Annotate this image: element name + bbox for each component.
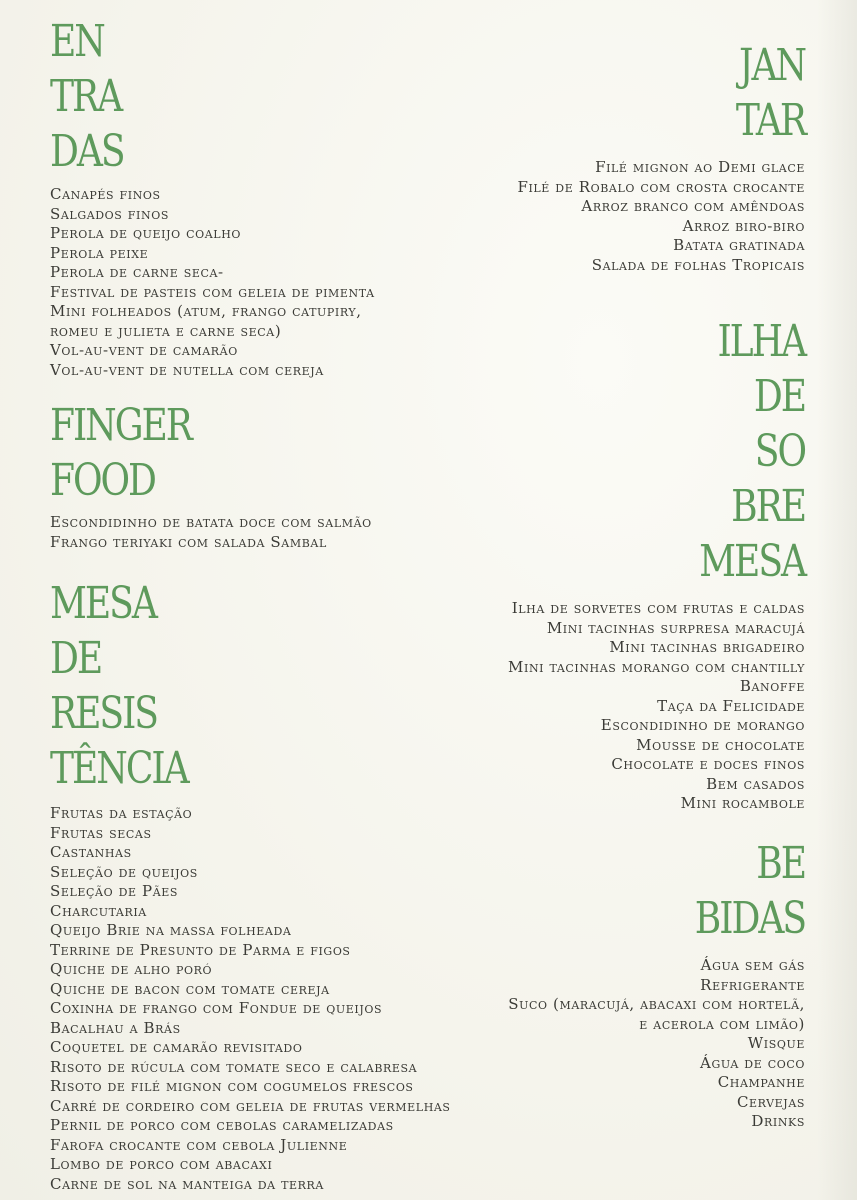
menu-item: Mini tacinhas morango com chantilly: [508, 657, 805, 676]
menu-item: Salada de folhas Tropicais: [591, 255, 805, 274]
heading-entradas: [50, 14, 378, 179]
menu-item: Wisque: [747, 1034, 805, 1052]
heading-line: FINGER: [50, 400, 191, 451]
menu-item: Seleção de Pães: [50, 882, 179, 900]
heading-mesa-de-resistencia: [50, 576, 378, 796]
menu-item: Lombo de porco com abacaxi: [50, 1155, 273, 1173]
menu-item: Vol-au-vent de nutella com cereja: [50, 360, 324, 379]
menu-item: Drinks: [751, 1112, 805, 1130]
menu-item: Perola de carne seca-: [50, 263, 224, 281]
menu-item: Chocolate e doces finos: [611, 755, 805, 773]
menu-item: Ilha de sorvetes com frutas e caldas: [511, 599, 805, 617]
menu-item: Charcutaria: [50, 901, 147, 920]
section-bebidas: [405, 836, 805, 1132]
heading-finger-food: [50, 398, 378, 508]
menu-item: Coquetel de camarão revisitado: [50, 1038, 303, 1056]
section-mesa-de-resistencia: [50, 576, 450, 1194]
menu-item: Mousse de chocolate: [636, 735, 805, 754]
section-entradas: [50, 14, 450, 380]
menu-item: Perola peixe: [50, 243, 149, 262]
menu-item: Coxinha de frango com Fondue de queijos: [50, 999, 383, 1017]
heading-jantar: [477, 38, 805, 148]
menu-item: Taça da Felicidade: [657, 696, 805, 715]
menu-item: Seleção de queijos: [50, 862, 198, 881]
menu-item: Bacalhau a Brás: [50, 1018, 181, 1037]
heading-line: BE: [756, 838, 805, 889]
heading-line: FOOD: [50, 455, 155, 506]
menu-item: Escondidinho de batata doce com salmão: [50, 513, 372, 531]
menu-item: e acerola com limão): [639, 1014, 805, 1033]
menu-item: Banoffe: [739, 677, 805, 695]
menu-item: Mini tacinhas surpresa maracujá: [546, 618, 805, 637]
heading-line: TRA: [50, 71, 122, 122]
heading-line: BRE: [731, 481, 805, 532]
heading-line: JAN: [739, 40, 805, 91]
heading-line: RESIS: [50, 688, 157, 739]
menu-item: romeu e julieta e carne seca): [50, 321, 282, 340]
menu-item: Mini folheados (atum, frango catupiry,: [50, 302, 362, 320]
menu-item: Castanhas: [50, 843, 132, 861]
bebidas-list: [405, 956, 805, 1132]
menu-item: Festival de pasteis com geleia de pimenta: [50, 282, 375, 301]
finger-food-list: [50, 513, 450, 552]
menu-item: Arroz biro-biro: [682, 216, 805, 235]
heading-line: SO: [754, 426, 805, 477]
menu-item: Refrigerante: [700, 975, 805, 994]
menu-item: Cervejas: [736, 1092, 805, 1111]
menu-item: Filé de Robalo com crosta crocante: [517, 177, 805, 196]
menu-item: Água de coco: [700, 1053, 805, 1072]
menu-item: Canapés finos: [50, 185, 161, 203]
heading-line: DE: [50, 633, 102, 684]
menu-item: Quiche de alho poró: [50, 960, 213, 978]
menu-item: Perola de queijo coalho: [50, 224, 242, 242]
entradas-list: [50, 185, 450, 380]
menu-item: Carré de cordeiro com geleia de frutas vermelhas: [50, 1096, 451, 1115]
menu-item: Quiche de bacon com tomate cereja: [50, 979, 330, 998]
menu-item: Risoto de rúcula com tomate seco e calabresa: [50, 1057, 418, 1076]
jantar-list: [405, 158, 805, 275]
menu-item: Batata gratinada: [673, 236, 805, 254]
menu-item: Água sem gás: [700, 956, 805, 974]
section-ilha-de-sobremesa: [405, 314, 805, 814]
menu-item: Frutas da estação: [50, 804, 193, 822]
heading-line: EN: [50, 16, 104, 67]
menu-item: Mini rocambole: [680, 794, 805, 812]
menu-item: Vol-au-vent de camarão: [50, 341, 238, 359]
heading-line: TÊNCIA: [50, 743, 188, 794]
menu-item: Suco (maracujá, abacaxi com hortelã,: [508, 995, 805, 1013]
heading-line: DAS: [50, 126, 124, 177]
menu-item: Farofa crocante com cebola Julienne: [50, 1135, 348, 1154]
menu-item: Pernil de porco com cebolas caramelizadas: [50, 1116, 394, 1134]
menu-item: Frutas secas: [50, 823, 152, 842]
section-finger-food: [50, 398, 450, 552]
mesa-de-resistencia-list: [50, 804, 450, 1194]
menu-item: Mini tacinhas brigadeiro: [609, 638, 805, 656]
menu-item: Arroz branco com amêndoas: [581, 197, 805, 215]
menu-item: Filé mignon ao Demi glace: [595, 158, 805, 176]
page-edge-shadow: [817, 0, 857, 1200]
heading-line: MESA: [50, 578, 156, 629]
heading-bebidas: [477, 836, 805, 946]
heading-line: TAR: [735, 95, 805, 146]
heading-line: BIDAS: [694, 893, 805, 944]
menu-item: Champanhe: [717, 1073, 805, 1091]
ilha-de-sobremesa-list: [405, 599, 805, 814]
heading-line: MESA: [699, 536, 805, 587]
menu-item: Frango teriyaki com salada Sambal: [50, 532, 327, 551]
menu-item: Salgados finos: [50, 204, 169, 223]
heading-line: ILHA: [717, 316, 805, 367]
menu-item: Risoto de filé mignon com cogumelos frescos: [50, 1077, 414, 1095]
menu-item: Terrine de Presunto de Parma e figos: [50, 940, 351, 959]
menu-item: Escondidinho de morango: [600, 716, 805, 734]
menu-item: Bem casados: [706, 774, 805, 793]
heading-ilha-de-sobremesa: [477, 314, 805, 589]
menu-item: Queijo Brie na massa folheada: [50, 921, 292, 939]
section-jantar: [405, 38, 805, 275]
menu-item: Carne de sol na manteiga da terra: [50, 1174, 324, 1193]
heading-line: DE: [753, 371, 805, 422]
